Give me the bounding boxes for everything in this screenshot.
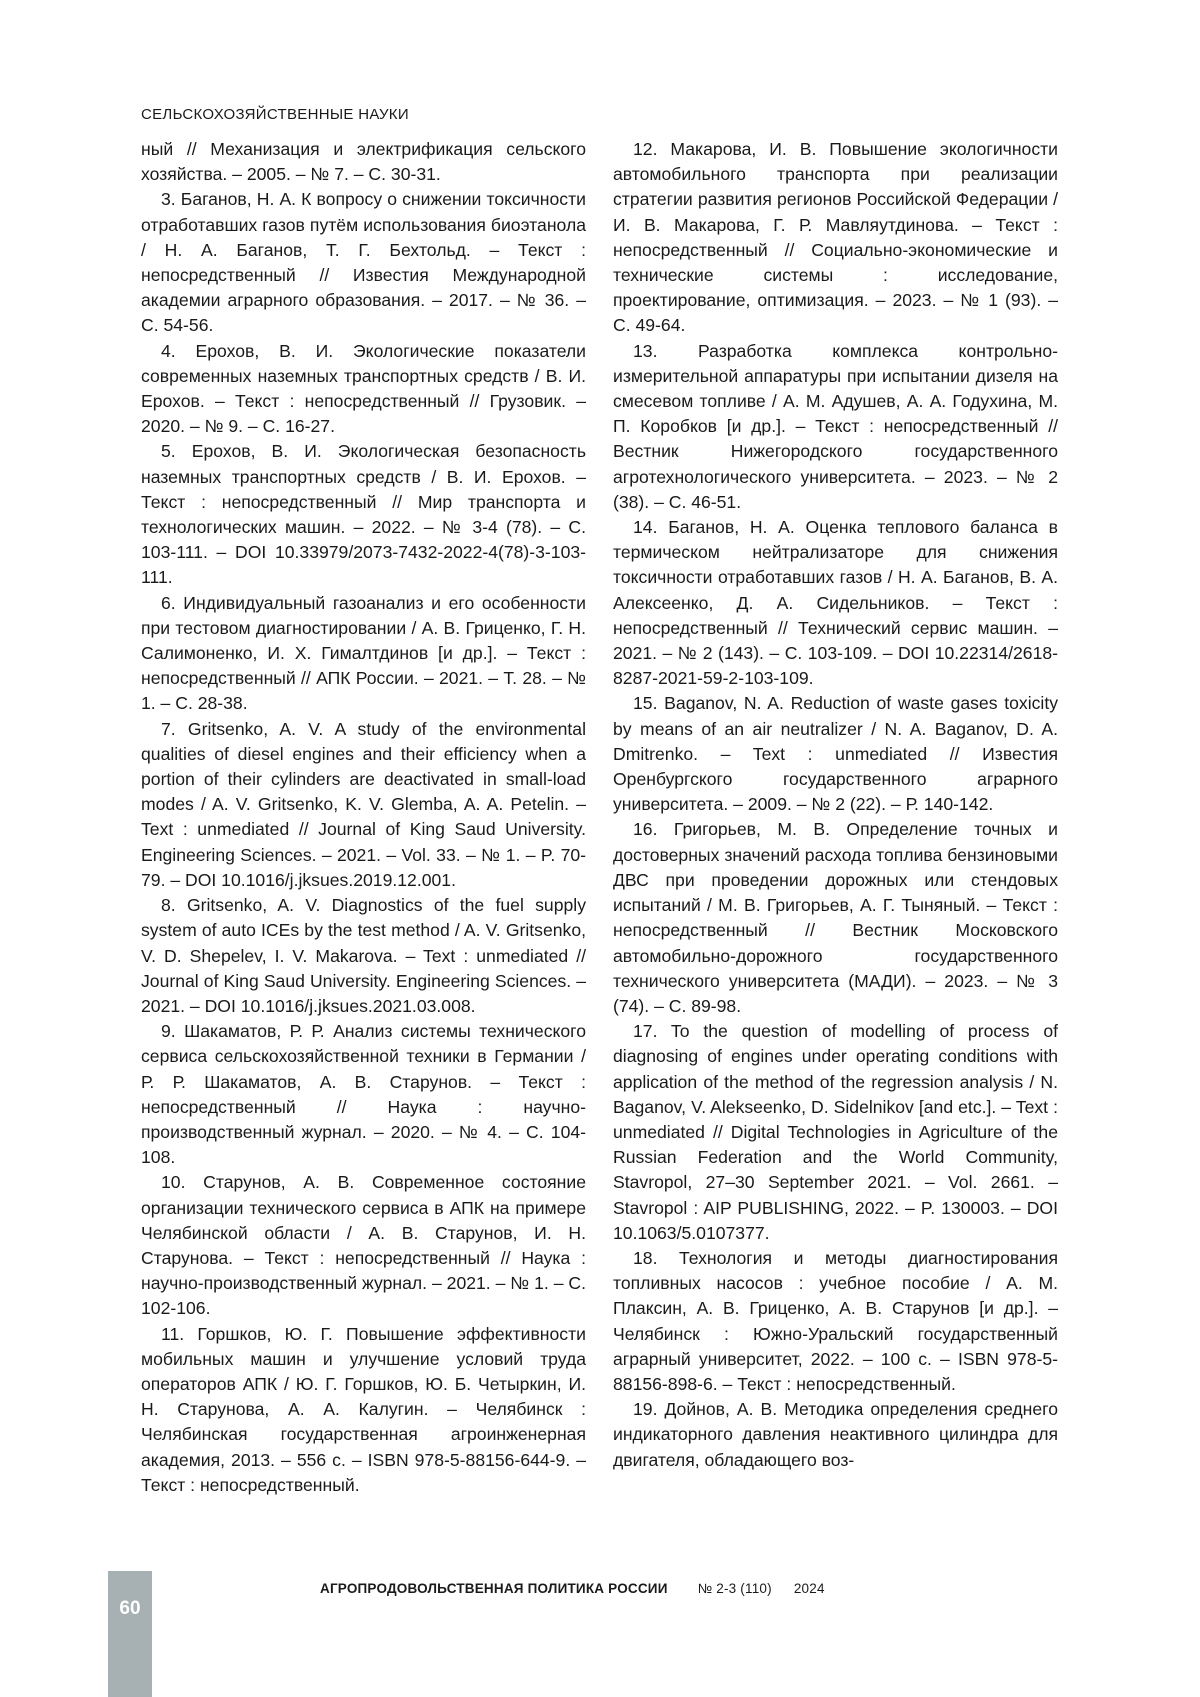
reference-entry: 7. Gritsenko, A. V. A study of the environmental qualities of diesel engines and their efficiency when a portion of their cylinders are deactivated in small-load modes / A. V. Gritsenko, K. V. Glemba, A. A. Petelin. – Text : unmediated // Journal of King Saud University. Engineering Sciences. – 2021. – Vol. 33. – № 1. – P. 70-79. – DOI 10.1016/j.jksues.2019.12.001.: [141, 718, 586, 890]
journal-year: 2024: [793, 1581, 825, 1596]
reference-entry: 12. Макарова, И. В. Повышение экологичности автомобильного транспорта при реализации стратегии развития регионов Российской Федерации / И. В. Макарова, Г. Р. Мавляутдинова. – Текст : непосредственный // Социально-экономические и технические системы : исследование, проектирование, оптимизация. – 2023. – № 1 (93). – С. 49-64.: [613, 139, 1058, 336]
section-header: СЕЛЬСКОХОЗЯЙСТВЕННЫЕ НАУКИ: [141, 106, 409, 123]
reference-entry: 8. Gritsenko, A. V. Diagnostics of the fuel supply system of auto ICEs by the test method / A. V. Gritsenko, V. D. Shepelev, I. V. Makarova. – Text : unmediated // Journal of King Saud University. Engineering Sciences. – 2021. – DOI 10.1016/j.jksues.2021.03.008.: [141, 895, 586, 1016]
references-right-column: [613, 137, 1058, 1473]
page-number: 60: [119, 1598, 141, 1619]
reference-entry: 18. Технология и методы диагностирования топливных насосов : учебное пособие / А. М. Плаксин, А. В. Гриценко, А. В. Старунов [и др.]. – Челябинск : Южно-Уральский государственный аграрный университет, 2022. – 100 с. – ISBN 978-5-88156-898-6. – Текст : непосредственный.: [613, 1247, 1058, 1394]
reference-entry: 14. Баганов, Н. А. Оценка теплового баланса в термическом нейтрализаторе для снижения токсичности отработавших газов / Н. А. Баганов, В. А. Алексеенко, Д. А. Сидельников. – Текст : непосредственный // Технический сервис машин. – 2021. – № 2 (143). – С. 103-109. – DOI 10.22314/2618-8287-2021-59-2-103-109.: [613, 517, 1058, 689]
reference-entry: 4. Ерохов, В. И. Экологические показатели современных наземных транспортных средств / В. И. Ерохов. – Текст : непосредственный // Грузовик. – 2020. – № 9. – С. 16-27.: [141, 340, 586, 437]
reference-entry: 3. Баганов, Н. А. К вопросу о снижении токсичности отработавших газов путём использования биоэтанола / Н. А. Баганов, Т. Г. Бехтольд. – Текст : непосредственный // Известия Международной академии аграрного образования. – 2017. – № 36. – С. 54-56.: [141, 189, 586, 336]
reference-entry: 11. Горшков, Ю. Г. Повышение эффективности мобильных машин и улучшение условий труда операторов АПК / Ю. Г. Горшков, Ю. Б. Четыркин, И. Н. Старунова, А. А. Калугин. – Челябинск : Челябинская государственная агроинженерная академия, 2013. – 556 с. – ISBN 978-5-88156-644-9. – Текст : непосредственный.: [141, 1323, 586, 1495]
reference-entry: 13. Разработка комплекса контрольно-измерительной аппаратуры при испытании дизеля на смесевом топливе / А. М. Адушев, А. А. Годухина, М. П. Коробков [и др.]. – Текст : непосредственный // Вестник Нижегородского государственного агротехнологического университета. – 2023. – № 2 (38). – С. 46-51.: [613, 340, 1058, 512]
reference-entry: 6. Индивидуальный газоанализ и его особенности при тестовом диагностировании / А. В. Гриценко, Г. Н. Салимоненко, И. Х. Гималтдинов [и др.]. – Текст : непосредственный // АПК России. – 2021. – Т. 28. – № 1. – С. 28-38.: [141, 592, 586, 714]
reference-entry: 15. Baganov, N. A. Reduction of waste gases toxicity by means of an air neutralizer / N. A. Baganov, D. A. Dmitrenko. – Text : unmediated // Известия Оренбургского государственного аграрного университета. – 2009. – № 2 (22). – Р. 140-142.: [613, 693, 1058, 815]
journal-issue: № 2-3 (110): [697, 1581, 772, 1596]
page-number-tab: [108, 1571, 152, 1697]
reference-entry: 5. Ерохов, В. И. Экологическая безопасность наземных транспортных средств / В. И. Ерохов. – Текст : непосредственный // Мир транспорта и технологических машин. – 2022. – № 3-4 (78). – С. 103-111. – DOI 10.33979/2073-7432-2022-4(78)-3-103-111.: [141, 441, 586, 588]
reference-entry: ный // Механизация и электрификация сельского хозяйства. – 2005. – № 7. – С. 30-31.: [141, 139, 586, 185]
journal-footer: [320, 1581, 825, 1596]
reference-entry: 9. Шакаматов, Р. Р. Анализ системы технического сервиса сельскохозяйственной техники в Германии / Р. Р. Шакаматов, А. В. Старунов. – Текст : непосредственный // Наука : научно-производственный журнал. – 2020. – № 4. – С. 104-108.: [141, 1021, 586, 1168]
reference-entry: 19. Дойнов, А. В. Методика определения среднего индикаторного давления неактивного цилиндра для двигателя, обладающего воз-: [613, 1399, 1058, 1470]
references-left-column: [141, 137, 586, 1498]
reference-entry: 16. Григорьев, М. В. Определение точных и достоверных значений расхода топлива бензиновыми ДВС при проведении дорожных или стендовых испытаний / М. В. Григорьев, А. Г. Тыняный. – Текст : непосредственный // Вестник Московского автомобильно-дорожного государственного технического университета (МАДИ). – 2023. – № 3 (74). – С. 89-98.: [613, 819, 1058, 1016]
journal-title: АГРОПРОДОВОЛЬСТВЕННАЯ ПОЛИТИКА РОССИИ: [320, 1581, 668, 1596]
reference-entry: 10. Старунов, А. В. Современное состояние организации технического сервиса в АПК на примере Челябинской области / А. В. Старунов, И. Н. Старунова. – Текст : непосредственный // Наука : научно-производственный журнал. – 2021. – № 1. – С. 102-106.: [141, 1172, 586, 1319]
reference-entry: 17. To the question of modelling of process of diagnosing of engines under operating conditions with application of the method of the regression analysis / N. Baganov, V. Alekseenko, D. Sidelnikov [and etc.]. – Text : unmediated // Digital Technologies in Agriculture of the Russian Federation and the World Community, Stavropol, 27–30 September 2021. – Vol. 2661. – Stavropol : AIP PUBLISHING, 2022. – P. 130003. – DOI 10.1063/5.0107377.: [613, 1021, 1058, 1243]
